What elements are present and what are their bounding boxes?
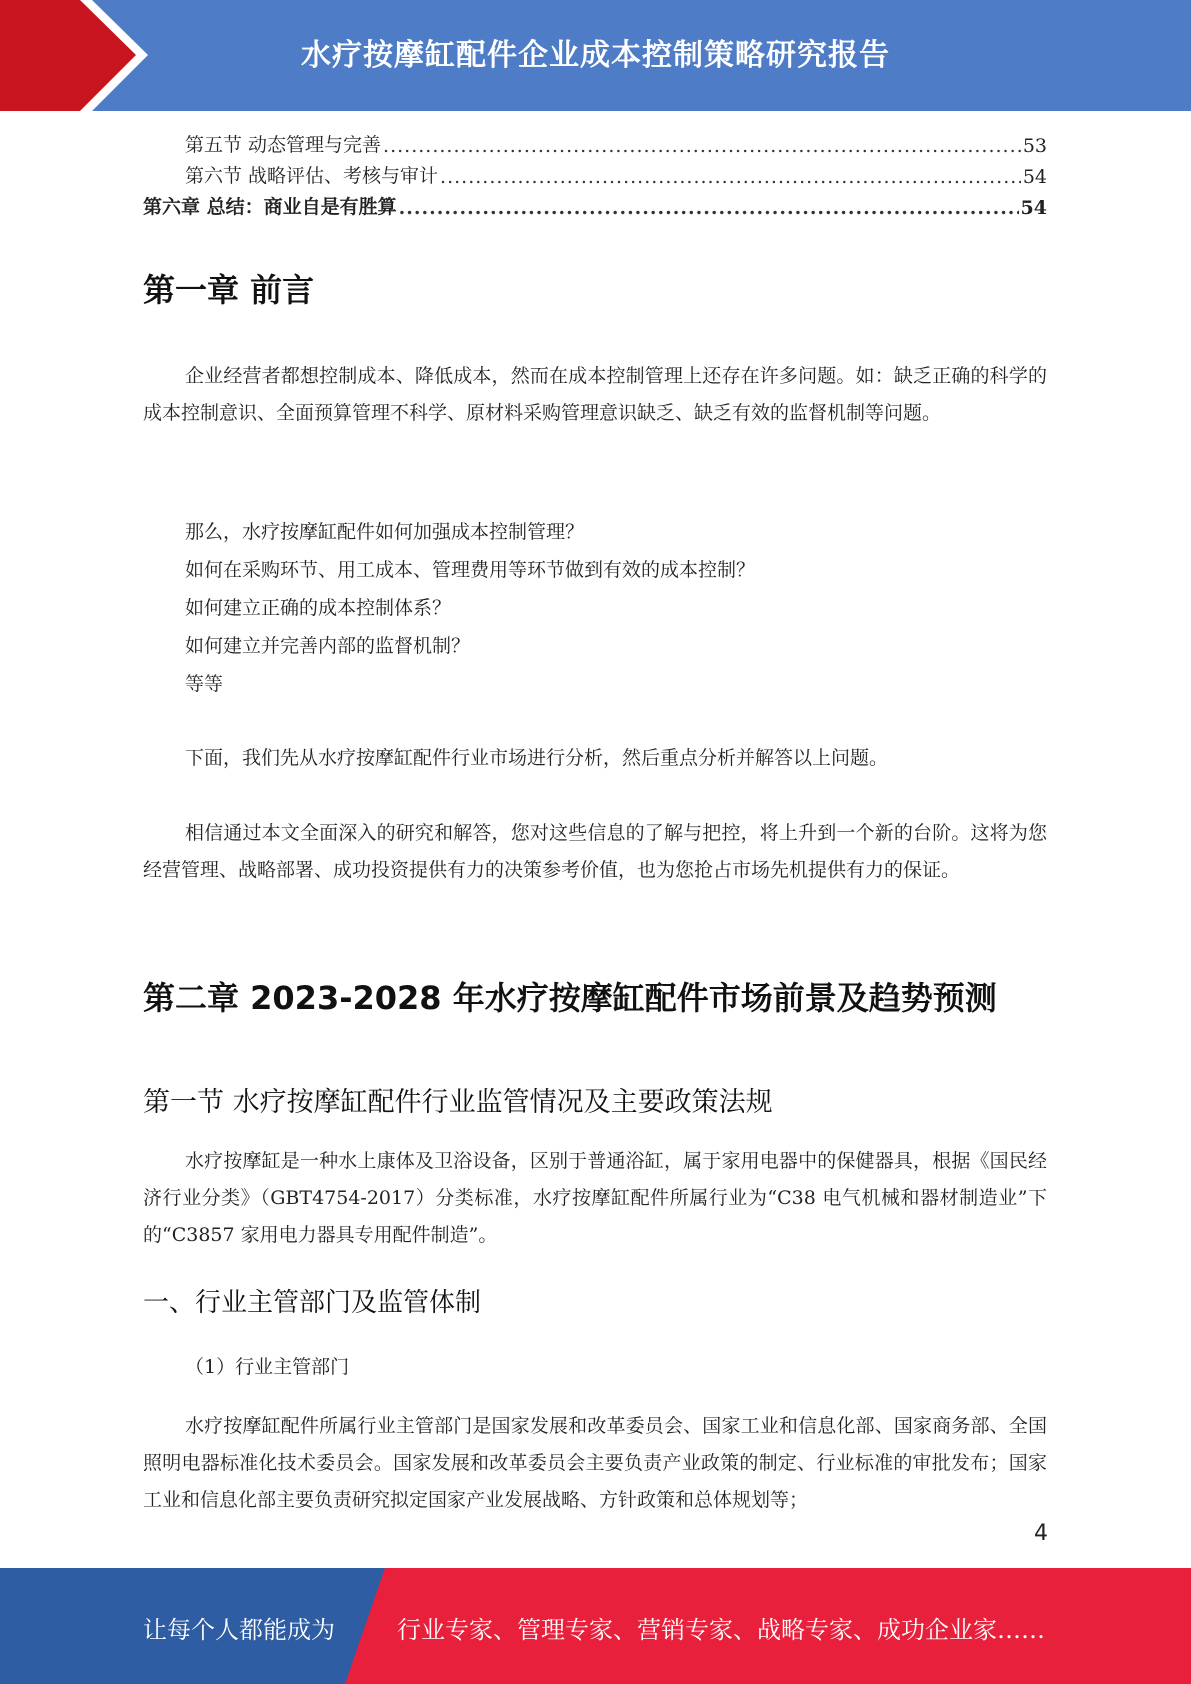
toc-leader-dots	[383, 135, 1021, 157]
page-number: 4	[1034, 1521, 1048, 1546]
page-footer	[0, 1568, 1191, 1684]
toc-page-number: 54	[1020, 197, 1047, 219]
footer-slogan-left: 让每个人都能成为	[143, 1616, 335, 1644]
chapter-1-paragraph-1: 企业经营者都想控制成本、降低成本，然而在成本控制管理上还存在许多问题。如：缺乏正确的科学的成本控制意识、全面预算管理不科学、原材料采购管理意识缺乏、缺乏有效的监督机制等问题。	[143, 365, 1047, 424]
chapter-2-title: 第二章 2023-2028 年水疗按摩缸配件市场前景及趋势预测	[143, 979, 997, 1017]
subsection-1-paragraph: 水疗按摩缸配件所属行业主管部门是国家发展和改革委员会、国家工业和信息化部、国家商务部、全国照明电器标准化技术委员会。国家发展和改革委员会主要负责产业政策的制定、行业标准的审批发布；国家工业和信息化部主要负责研究拟定国家产业发展战略、方针政策和总体规划等；	[143, 1415, 1047, 1511]
toc-entry-section-5[interactable]	[143, 127, 1047, 157]
question-line-3: 如何建立正确的成本控制体系？	[185, 597, 452, 619]
chapter-1-paragraph-2: 下面，我们先从水疗按摩缸配件行业市场进行分析，然后重点分析并解答以上问题。	[185, 747, 889, 769]
chapter-1-title: 第一章 前言	[143, 271, 315, 309]
page-header	[0, 0, 1191, 111]
header-title: 水疗按摩缸配件企业成本控制策略研究报告	[301, 38, 890, 73]
question-line-1: 那么，水疗按摩缸配件如何加强成本控制管理？	[185, 521, 585, 543]
question-line-2: 如何在采购环节、用工成本、管理费用等环节做到有效的成本控制？	[185, 559, 756, 581]
toc-entry-chapter-6[interactable]	[143, 189, 1047, 219]
toc-page-number: 53	[1022, 135, 1047, 157]
section-1-paragraph: 水疗按摩缸是一种水上康体及卫浴设备，区别于普通浴缸，属于家用电器中的保健器具，根据《国民经济行业分类》（GBT4754-2017）分类标准，水疗按摩缸配件所属行业为“C38 电气机械和器材制造业”下的“C3857 家用电力器具专用配件制造”。	[143, 1150, 1047, 1246]
footer-slogan-right: 行业专家、管理专家、营销专家、战略专家、成功企业家……	[397, 1616, 1045, 1644]
toc-entry-text: 第六章 总结：商业自是有胜算	[143, 196, 397, 218]
subsection-1-item: （1）行业主管部门	[185, 1356, 350, 1378]
toc-leader-dots	[440, 166, 1021, 188]
toc-leader-dots	[399, 197, 1019, 219]
question-line-5: 等等	[185, 673, 224, 695]
subsection-1-title: 一、行业主管部门及监管体制	[143, 1288, 482, 1318]
question-line-4: 如何建立并完善内部的监督机制？	[185, 635, 471, 657]
toc-entry-text: 第六节 战略评估、考核与审计	[185, 165, 439, 187]
toc-entry-text: 第五节 动态管理与完善	[185, 134, 382, 156]
chapter-1-paragraph-3: 相信通过本文全面深入的研究和解答，您对这些信息的了解与把控，将上升到一个新的台阶。这将为您经营管理、战略部署、成功投资提供有力的决策参考价值，也为您抢占市场先机提供有力的保证。	[143, 822, 1047, 881]
toc-entry-section-6[interactable]	[143, 158, 1047, 188]
section-1-title: 第一节 水疗按摩缸配件行业监管情况及主要政策法规	[143, 1087, 773, 1118]
toc-page-number: 54	[1022, 166, 1047, 188]
